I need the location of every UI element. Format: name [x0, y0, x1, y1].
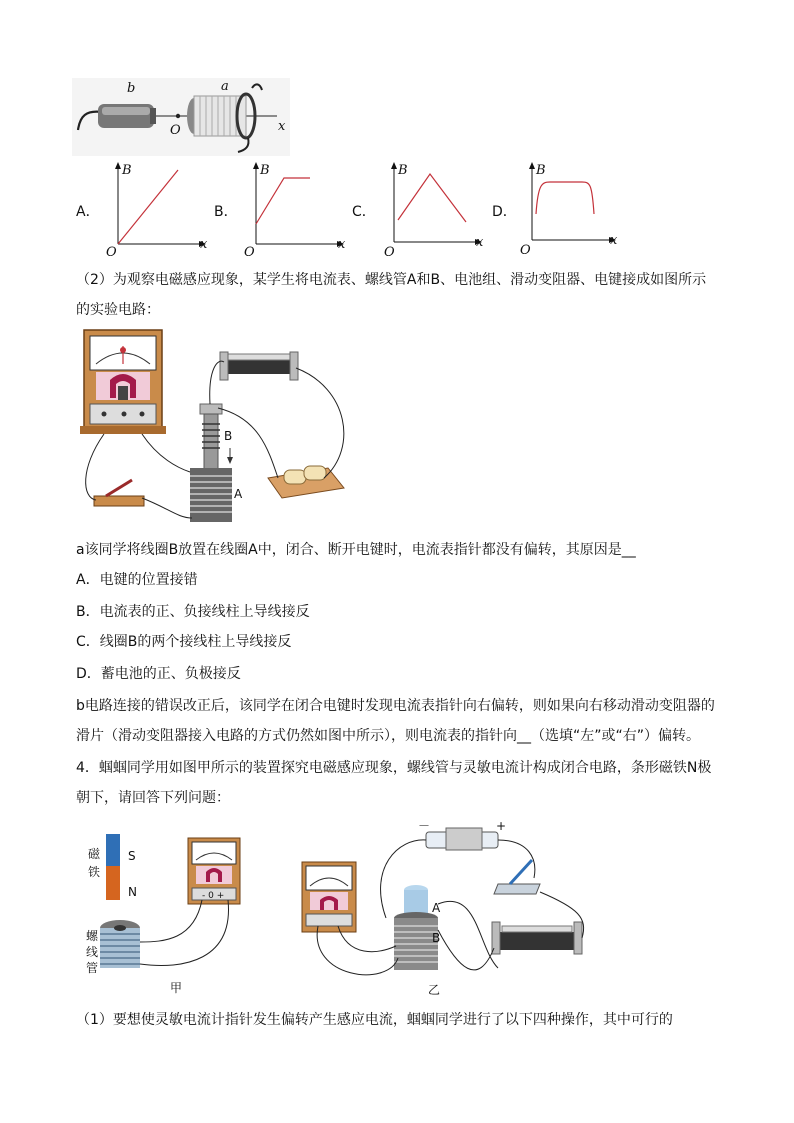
axis-label-x: x [610, 233, 618, 248]
label-coil-a: A [234, 487, 243, 501]
label-b: B [432, 931, 441, 945]
svg-text:- 0 +: - 0 + [202, 891, 225, 901]
origin-label: O [244, 245, 255, 260]
battery-plus: + [496, 819, 507, 833]
coil-label-2: 线 [86, 945, 99, 959]
magnet-coil-figure [72, 78, 292, 158]
coil-label-3: 管 [86, 961, 99, 975]
q2-part-a: a该同学将线圈B放置在线圈A中，闭合、断开电键时，电流表指针都没有偏转，其原因是__ [76, 542, 636, 558]
pole-s: S [128, 849, 136, 863]
origin-label: O [384, 245, 395, 260]
option-c-label: C． [352, 204, 376, 220]
axis-label-b: B [122, 163, 132, 178]
q2-choice-c: C．线圈B的两个接线柱上导线接反 [76, 634, 292, 650]
caption-yi: 乙 [428, 983, 441, 997]
label-o: O [170, 123, 181, 138]
q2-line1: （2）为观察电磁感应现象，某学生将电流表、螺线管A和B、电池组、滑动变阻器、电键接成如图所示 [76, 272, 707, 288]
q2-choice-a: A．电键的位置接错 [76, 572, 198, 588]
caption-jia: 甲 [170, 981, 183, 995]
circuit-figure [78, 328, 368, 528]
label-coil-b: B [224, 429, 233, 443]
q2-choice-b: B．电流表的正、负接线柱上导线接反 [76, 604, 310, 620]
magnet-label-1: 磁 [88, 847, 101, 861]
origin-label: O [106, 245, 117, 260]
axis-label-x: x [338, 237, 346, 252]
graph-option-d [520, 160, 630, 258]
label-b: b [127, 81, 136, 96]
option-b-label: B． [214, 204, 238, 220]
option-d-label: D． [492, 204, 517, 220]
magnet-label-2: 铁 [88, 865, 101, 879]
option-a-label: A． [76, 204, 100, 220]
q2-part-b-line1: b电路连接的错误改正后，该同学在闭合电键时发现电流表指针向右偏转，则如果向右移动滑动变阻器的 [76, 698, 715, 714]
figure-yi [298, 818, 598, 996]
coil-label-1: 螺 [86, 929, 99, 943]
q4-line1: 4．蝈蝈同学用如图甲所示的装置探究电磁感应现象，螺线管与灵敏电流计构成闭合电路，条形磁铁N极 [76, 760, 712, 776]
origin-label: O [520, 243, 531, 258]
axis-label-x: x [200, 237, 208, 252]
axis-label-x: x [476, 235, 484, 250]
axis-label-b: B [398, 163, 408, 178]
q2-choice-d: D．蓄电池的正、负极接反 [76, 666, 241, 682]
pole-n: N [128, 885, 137, 899]
q2-part-b-line2: 滑片（滑动变阻器接入电路的方式仍然如图中所示），则电流表的指针向__（选填“左”或“右”）偏转。 [76, 728, 701, 744]
q4-sub1: （1）要想使灵敏电流计指针发生偏转产生感应电流，蝈蝈同学进行了以下四种操作，其中可行的 [76, 1012, 673, 1028]
battery-minus: － [418, 819, 431, 833]
figure-jia [84, 830, 284, 1000]
label-a: a [221, 79, 229, 94]
label-a: A [432, 901, 441, 915]
graph-option-c [382, 160, 492, 260]
q2-line2: 的实验电路： [76, 302, 160, 318]
axis-label-b: B [260, 163, 270, 178]
label-x: x [278, 119, 286, 134]
graph-option-b [244, 160, 354, 260]
axis-label-b: B [536, 163, 546, 178]
q4-line2: 朝下，请回答下列问题： [76, 790, 230, 806]
graph-option-a [106, 160, 216, 260]
